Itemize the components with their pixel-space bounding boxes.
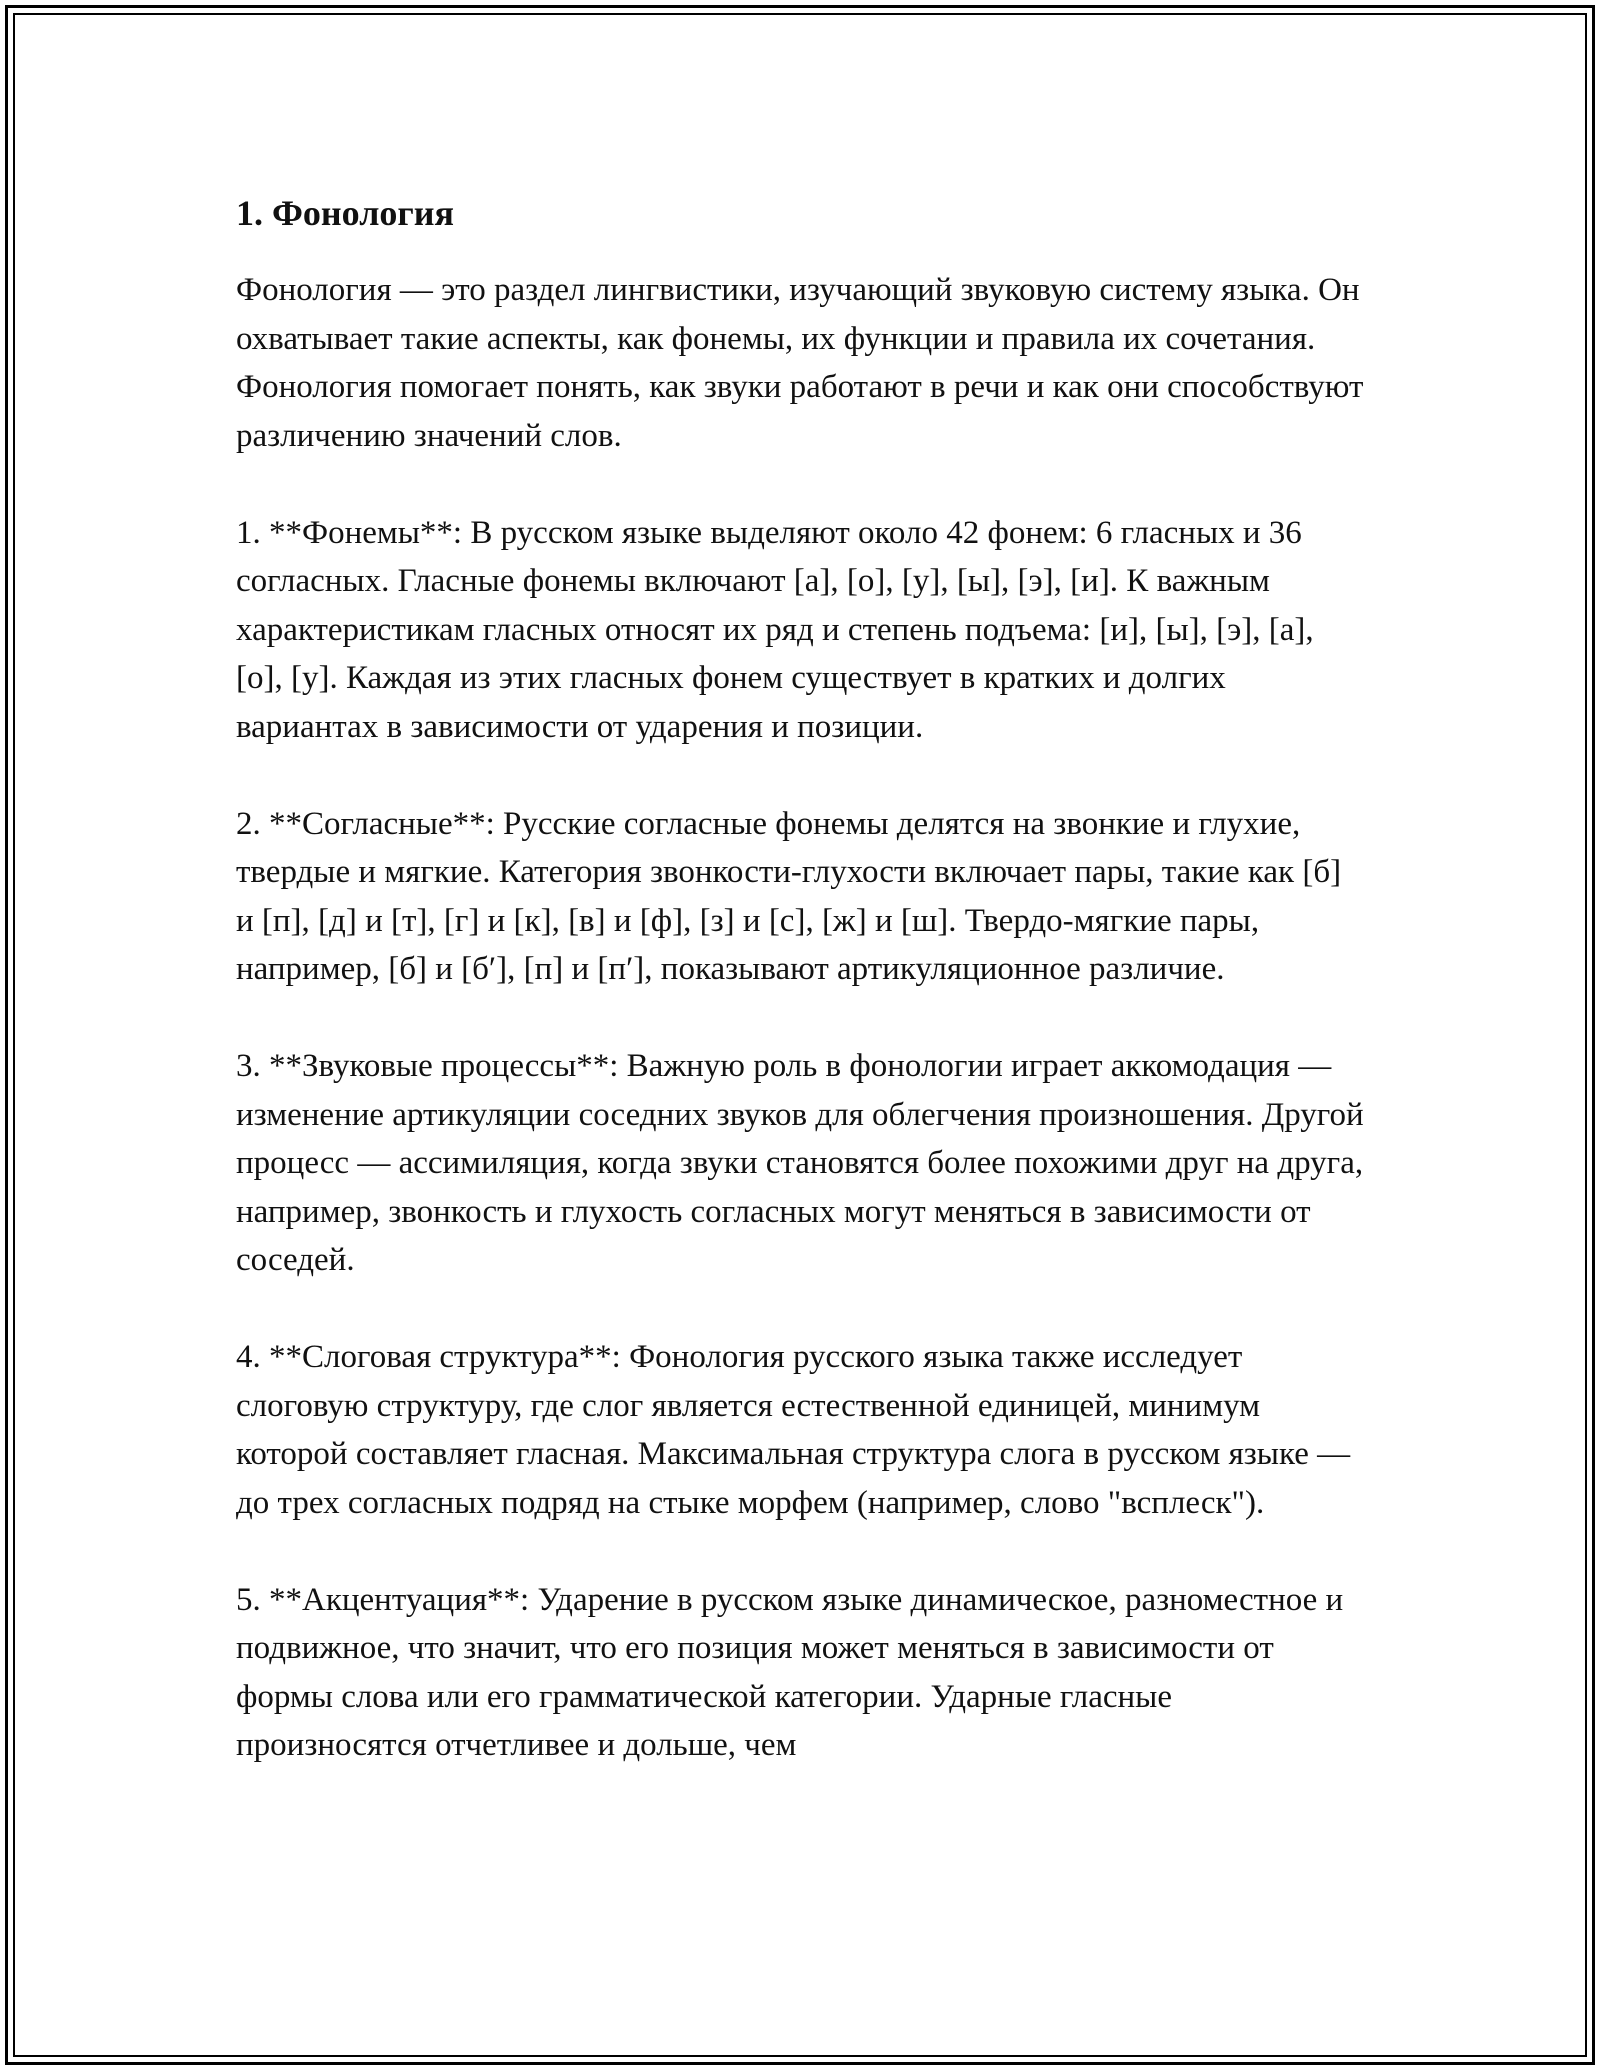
intro-paragraph: Фонология — это раздел лингвистики, изучающий звуковую систему языка. Он охватывает такие аспекты, как фонемы, их функции и правила их сочетания. Фонология помогает понять, как звуки работают в речи и как они способствуют различению значений слов. bbox=[236, 272, 1364, 454]
syllable-structure-paragraph: 4. **Слоговая структура**: Фонология русского языка также исследует слоговую структуру, где слог является естественной единицей, минимум которой составляет гласная. Максимальная структура слога в русском языке — до трех согласных подряд на стыке морфем (например, слово "всплеск"). bbox=[236, 1339, 1351, 1521]
sound-processes-paragraph: 3. **Звуковые процессы**: Важную роль в фонологии играет аккомодация — изменение артикуляции соседних звуков для облегчения произношения. Другой процесс — ассимиляция, когда звуки становятся более похожими друг на друга, например, звонкость и глухость согласных могут меняться в зависимости от соседей. bbox=[236, 1048, 1364, 1278]
consonants-paragraph: 2. **Согласные**: Русские согласные фонемы делятся на звонкие и глухие, твердые и мягкие. Категория звонкости-глухости включает пары, такие как [б] и [п], [д] и [т], [г] и [к], [в] и [ф], [з] и [с], [ж] и [ш]. Твердо-мягкие пары, например, [б] и [б′], [п] и [п′], показывают артикуляционное различие. bbox=[236, 805, 1342, 987]
document-body bbox=[236, 190, 1366, 1818]
accentuation-paragraph: 5. **Акцентуация**: Ударение в русском языке динамическое, разноместное и подвижное, что значит, что его позиция может меняться в зависимости от формы слова или его грамматической категории. Ударные гласные произносятся отчетливее и дольше, чем bbox=[236, 1581, 1344, 1763]
section-heading: 1. Фонология bbox=[236, 193, 454, 233]
phonemes-paragraph: 1. **Фонемы**: В русском языке выделяют около 42 фонем: 6 гласных и 36 согласных. Гласные фонемы включают [а], [о], [у], [ы], [э], [и]. К важным характеристикам гласных относят их ряд и степень подъема: [и], [ы], [э], [а], [о], [у]. Каждая из этих гласных фонем существует в кратких и долгих вариантах в зависимости от ударения и позиции. bbox=[236, 514, 1314, 745]
